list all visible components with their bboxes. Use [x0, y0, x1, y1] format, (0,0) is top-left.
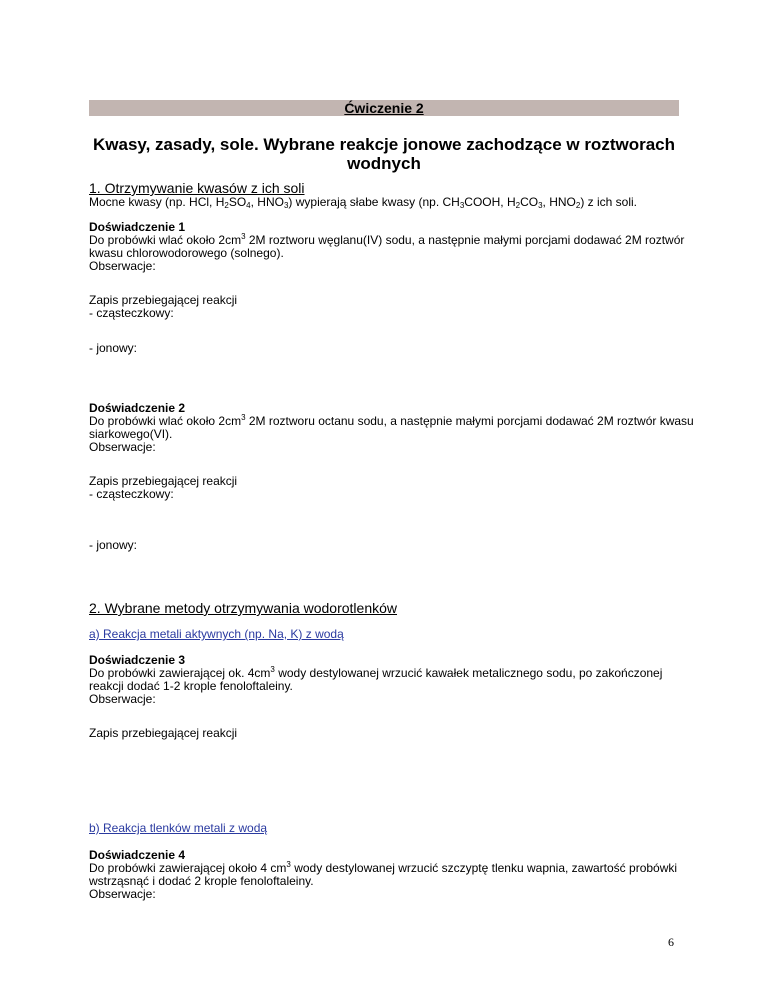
exp1-molecular-label: - cząsteczkowy:: [89, 306, 174, 320]
exp1-line2: kwasu chlorowodorowego (solnego).: [89, 246, 284, 260]
exp1-reaction-label: Zapis przebiegającej reakcji: [89, 293, 238, 307]
exp1-line1: Do probówki wlać około $2cm^3$ 2M roztworu węglanu(IV) sodu, a następnie małymi porcjami dodawać 2M roztwór: [89, 232, 685, 247]
exp1-observations-label: Obserwacje:: [89, 259, 156, 273]
section1-heading: 1. Otrzymywanie kwasów z ich soli: [89, 180, 305, 196]
exp3-observations-label: Obserwacje:: [89, 692, 156, 706]
exp4-line2: wstrząsnąć i dodać 2 krople fenoloftaleiny.: [89, 874, 314, 888]
exp3-line2: reakcji dodać 1-2 krople fenoloftaleiny.: [89, 679, 293, 693]
exp2-reaction-label: Zapis przebiegającej reakcji: [89, 474, 238, 488]
exercise-banner: [89, 100, 679, 116]
exp3-line1: Do probówki zawierającej ok. $4cm^3$ wody destylowanej wrzucić kawałek metalicznego sodu, po zakończonej: [89, 665, 663, 680]
exp4-line1: Do probówki zawierającej około 4 $cm^3$ wody destylowanej wrzucić szczyptę tlenku wapnia, zawartość probówki: [89, 860, 678, 875]
section1-intro: Mocne kwasy (np. HCl, $H_2SO_4$, $HNO_3$) wypierają słabe kwasy (np. $CH_3COOH$, $H_2CO_3$, $HNO_2$) z ich soli.: [89, 195, 638, 210]
page-title: Kwasy, zasady, sole. Wybrane reakcje jonowe zachodzące w roztworach wodnych: [93, 135, 675, 173]
exp3-reaction-label: Zapis przebiegającej reakcji: [89, 726, 238, 740]
exercise-banner-label: Ćwiczenie 2: [344, 100, 424, 116]
exp2-observations-label: Obserwacje:: [89, 440, 156, 454]
exp2-label: Doświadczenie 2: [89, 401, 186, 415]
exp2-line1: Do probówki wlać około $2cm^3$ 2M roztworu octanu sodu, a następnie małymi porcjami dodawać 2M roztwór kwasu: [89, 413, 694, 428]
exp2-ionic-label: - jonowy:: [89, 538, 138, 552]
exp2-molecular-label: - cząsteczkowy:: [89, 487, 174, 501]
page-number: 6: [668, 935, 674, 949]
exp1-ionic-label: - jonowy:: [89, 341, 138, 355]
section2-subheading-b: b) Reakcja tlenków metali z wodą: [89, 821, 268, 835]
section2-subheading-a: a) Reakcja metali aktywnych (np. Na, K) z wodą: [89, 627, 344, 641]
exp2-line2: siarkowego(VI).: [89, 427, 173, 441]
exp4-label: Doświadczenie 4: [89, 848, 186, 862]
section2-heading: 2. Wybrane metody otrzymywania wodorotlenków: [89, 600, 398, 616]
exp3-label: Doświadczenie 3: [89, 653, 186, 667]
exp1-label: Doświadczenie 1: [89, 220, 186, 234]
exp4-observations-label: Obserwacje:: [89, 887, 156, 901]
